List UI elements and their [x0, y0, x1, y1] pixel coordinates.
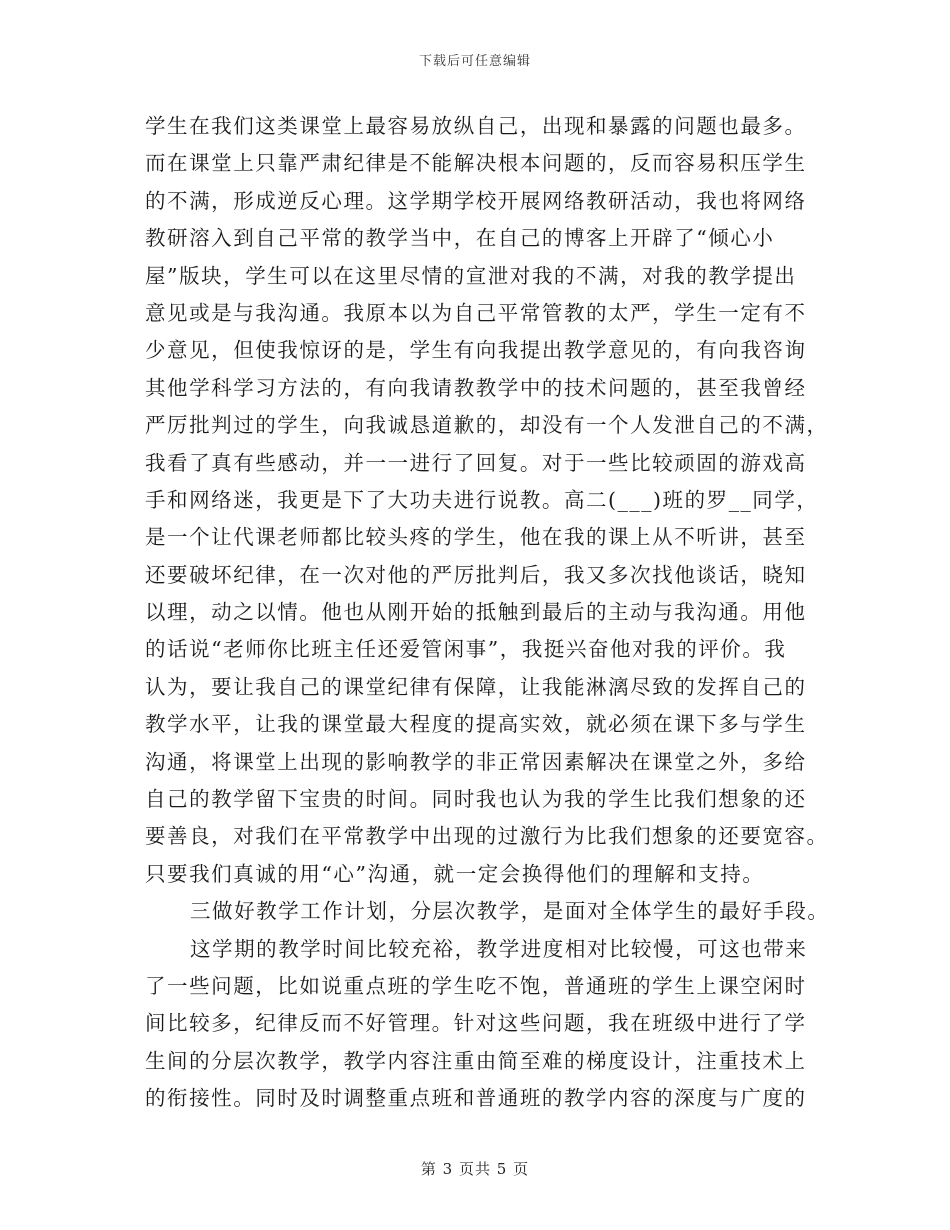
body-line: 其他学科学习方法的，有向我请教教学中的技术问题的，甚至我曾经	[145, 375, 807, 400]
body-line: 少意见，但使我惊讶的是，学生有向我提出教学意见的，有向我咨询	[145, 338, 807, 363]
body-line: 屋”版块，学生可以在这里尽情的宣泄对我的不满，对我的教学提出	[145, 263, 797, 288]
body-line: 的不满，形成逆反心理。这学期学校开展网络教研活动，我也将网络	[145, 188, 807, 213]
body-line: 学生在我们这类课堂上最容易放纵自己，出现和暴露的问题也最多。	[145, 114, 807, 138]
body-line: 教研溶入到自己平常的教学当中，在自己的博客上开辟了“倾心小	[145, 226, 775, 251]
body-line: 以理，动之以情。他也从刚开始的抵触到最后的主动与我沟通。用他	[145, 600, 807, 625]
body-line: 意见或是与我沟通。我原本以为自己平常管教的太严，学生一定有不	[145, 300, 807, 325]
body-line: 教学水平，让我的课堂最大程度的提高实效，就必须在课下多与学生	[145, 712, 807, 737]
body-line: 的话说“老师你比班主任还爱管闲事”，我挺兴奋他对我的评价。我	[145, 637, 787, 662]
paragraph-line: 的衔接性。同时及时调整重点班和普通班的教学内容的深度与广度的	[145, 1086, 807, 1111]
body-line: 还要破坏纪律，在一次对他的严厉批判后，我又多次找他谈话，晓知	[145, 562, 807, 587]
paragraph-line: 间比较多，纪律反而不好管理。针对这些问题，我在班级中进行了学	[145, 1011, 807, 1036]
paragraph-line: 了一些问题，比如说重点班的学生吃不饱，普通班的学生上课空闲时	[145, 973, 807, 998]
page-footer: 第 3 页共 5 页	[420, 1160, 530, 1178]
body-line: 我看了真有些感动，并一一进行了回复。对于一些比较顽固的游戏高	[145, 450, 807, 475]
body-line: 手和网络迷，我更是下了大功夫进行说教。高二(___)班的罗__同学，	[145, 487, 819, 512]
body-line: 是一个让代课老师都比较头疼的学生，他在我的课上从不听讲，甚至	[145, 525, 807, 550]
body-line: 认为，要让我自己的课堂纪律有保障，让我能淋漓尽致的发挥自己的	[145, 674, 807, 699]
document-body	[145, 108, 830, 1118]
body-line: 自己的教学留下宝贵的时间。同时我也认为我的学生比我们想象的还	[145, 787, 807, 812]
body-line: 而在课堂上只靠严肃纪律是不能解决根本问题的，反而容易积压学生	[145, 151, 807, 176]
body-line: 要善良，对我们在平常教学中出现的过激行为比我们想象的还要宽容。	[145, 824, 829, 849]
paragraph-line: 生间的分层次教学，教学内容注重由简至难的梯度设计，注重技术上	[145, 1048, 807, 1073]
page-header: 下载后可任意编辑	[418, 54, 531, 69]
body-line: 严厉批判过的学生，向我诚恳道歉的，却没有一个人发泄自己的不满，	[145, 413, 829, 438]
section-heading: 三做好教学工作计划，分层次教学，是面对全体学生的最好手段。	[190, 899, 830, 924]
body-line: 沟通，将课堂上出现的影响教学的非正常因素解决在课堂之外，多给	[145, 749, 807, 774]
paragraph-line: 这学期的教学时间比较充裕，教学进度相对比较慢，可这也带来	[190, 936, 808, 961]
body-line: 只要我们真诚的用“心”沟通，就一定会换得他们的理解和支持。	[145, 861, 765, 886]
